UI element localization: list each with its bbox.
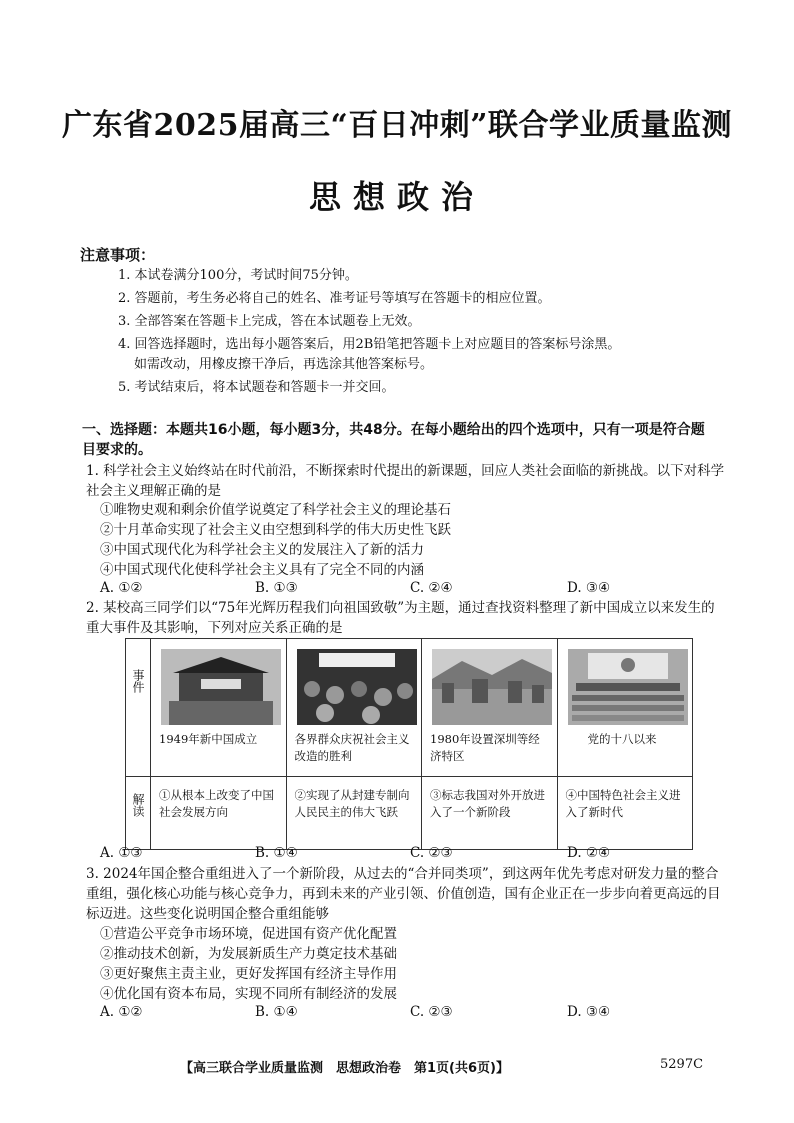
question-3-option: ④优化国有资本布局，实现不同所有制经济的发展 [100, 986, 397, 1002]
interp-text: ③标志我国对外开放进入了一个新阶段 [430, 788, 545, 819]
choice-a[interactable]: A. ①② [100, 1004, 143, 1020]
question-3-option: ①营造公平竞争市场环境，促进国有资产优化配置 [100, 926, 397, 942]
notice-item: 3. 全部答案在答题卡上完成，答在本试题卷上无效。 [118, 314, 421, 329]
notice-item: 1. 本试卷满分100分，考试时间75分钟。 [118, 268, 358, 283]
event-caption: 各界群众庆祝社会主义改造的胜利 [294, 732, 410, 763]
notice-item: 如需改动，用橡皮擦干净后，再选涂其他答案标号。 [134, 357, 434, 372]
question-1-stem: 1. 科学社会主义始终站在时代前沿，不断探索时代提出的新课题，回应人类社会面临的新挑战。以下对科学社会主义理解正确的是 [86, 463, 725, 499]
event-cell [151, 639, 287, 777]
question-3-option: ②推动技术创新，为发展新质生产力奠定技术基础 [100, 946, 397, 962]
choice-b[interactable]: B. ①④ [255, 1004, 298, 1020]
interp-cell [557, 777, 693, 850]
notice-item: 5. 考试结束后，将本试题卷和答题卡一并交回。 [118, 380, 395, 395]
choice-c[interactable]: C. ②③ [410, 1004, 453, 1020]
paper-code: 5297C [660, 1057, 704, 1072]
event-caption: 1949年新中国成立 [159, 732, 258, 746]
choice-b[interactable]: B. ①④ [255, 845, 298, 861]
choice-c[interactable]: C. ②③ [410, 845, 453, 861]
choice-d[interactable]: D. ②④ [567, 845, 611, 861]
section-heading: 一、选择题：本题共16小题，每小题3分，共48分。在每小题给出的四个选项中，只有一项是符合题目要求的。 [82, 422, 705, 458]
interp-cell [151, 777, 287, 850]
tiananmen-photo [161, 649, 281, 725]
crowd-photo [297, 649, 417, 725]
question-1-option: ④中国式现代化使科学社会主义具有了完全不同的内涵 [100, 562, 424, 578]
question-1-option: ③中国式现代化为科学社会主义的发展注入了新的活力 [100, 542, 424, 558]
event-table [125, 638, 693, 850]
exam-title: 广东省2025届高三“百日冲刺”联合学业质量监测 [61, 108, 732, 143]
event-caption: 1980年设置深圳等经济特区 [430, 732, 540, 763]
notice-heading: 注意事项： [80, 246, 156, 264]
choice-b[interactable]: B. ①③ [255, 580, 298, 596]
question-3-option: ③更好聚焦主责主业，更好发挥国有经济主导作用 [100, 966, 397, 982]
row-label-interp: 解读 [126, 777, 151, 850]
choice-c[interactable]: C. ②④ [410, 580, 453, 596]
choice-d[interactable]: D. ③④ [567, 1004, 611, 1020]
interp-cell [286, 777, 422, 850]
event-cell [286, 639, 422, 777]
question-1-option: ②十月革命实现了社会主义由空想到科学的伟大历史性飞跃 [100, 522, 451, 538]
interp-text: ①从根本上改变了中国社会发展方向 [159, 788, 274, 819]
choice-a[interactable]: A. ①② [100, 580, 143, 596]
question-2-stem: 2. 某校高三同学们以“75年光辉历程我们向祖国致敬”为主题，通过查找资料整理了新中国成立以来发生的重大事件及其影响，下列对应关系正确的是 [86, 600, 715, 636]
event-cell [557, 639, 693, 777]
choice-d[interactable]: D. ③④ [567, 580, 611, 596]
subject-title: 思想政治 [308, 178, 485, 216]
question-1-option: ①唯物史观和剩余价值学说奠定了科学社会主义的理论基石 [100, 502, 451, 518]
event-caption: 党的十八以来 [587, 732, 657, 746]
interp-text: ④中国特色社会主义进入了新时代 [565, 788, 681, 819]
event-cell [422, 639, 558, 777]
notice-item: 2. 答题前，考生务必将自己的姓名、准考证号等填写在答题卡的相应位置。 [118, 291, 551, 306]
interp-cell [422, 777, 558, 850]
interp-text: ②实现了从封建专制向人民民主的伟大飞跃 [294, 788, 410, 819]
question-3-stem: 3. 2024年国企整合重组进入了一个新阶段，从过去的“合并同类项”，到这两年优先考虑对研发力量的整合重组，强化核心功能与核心竞争力，再到未来的产业引领、价值创造，国有企业正在一步步向着更高远的目标迈进。这些变化说明国企整合重组能够 [86, 866, 721, 922]
row-label-event: 事件 [126, 639, 151, 777]
notice-item: 4. 回答选择题时，选出每小题答案后，用2B铅笔把答题卡上对应题目的答案标号涂黑。 [118, 337, 621, 352]
congress-hall-photo [568, 649, 688, 725]
page-footer: 【高三联合学业质量监测 思想政治卷 第1页(共6页)】 [180, 1061, 509, 1076]
shenzhen-photo [432, 649, 552, 725]
choice-a[interactable]: A. ①③ [100, 845, 143, 861]
